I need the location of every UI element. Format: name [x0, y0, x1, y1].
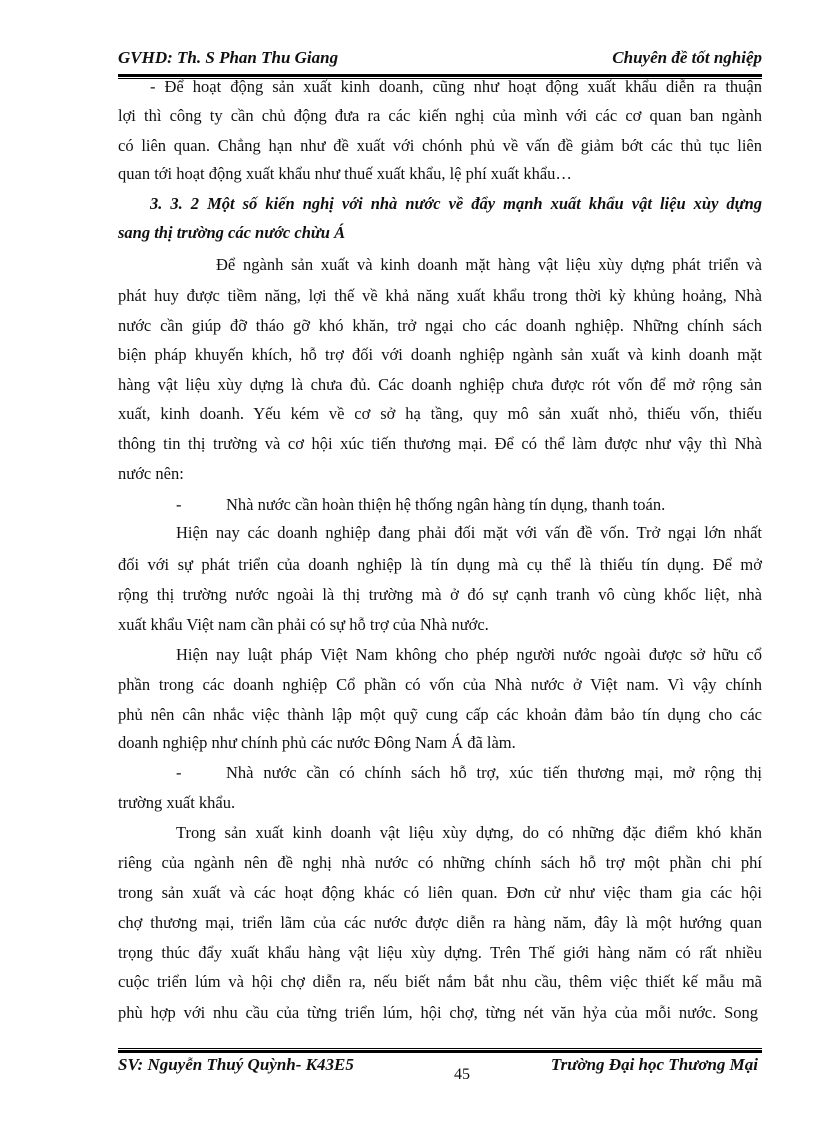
bullet-item: Nhà nước cần hoàn thiện hệ thống ngân hàng tín dụng, thanh toán.	[226, 495, 666, 514]
text-line: phát huy được tiềm năng, lợi thế về khả năng xuất khẩu trong thời kỳ khủng hoảng, Nhà	[118, 286, 762, 305]
header-title: Chuyên đề tốt nghiệp	[612, 48, 762, 67]
text-line: Hiện nay luật pháp Việt Nam không cho phép người nước ngoài được sở hữu cổ	[176, 645, 762, 664]
footer-student: SV: Nguyễn Thuý Quỳnh- K43E5	[118, 1055, 354, 1074]
text-line: trong sản xuất và các hoạt động khác có liên quan. Đơn cử như việc tham gia các hội	[118, 883, 762, 902]
text-line: xuất khẩu Việt nam cần phải có sự hỗ trợ của Nhà nước.	[118, 615, 489, 634]
text-line: nước nên:	[118, 464, 184, 483]
text-line: cuộc triển lúm và hội chợ diễn ra, nếu biết nắm bắt nhu cầu, thêm việc thiết kế mẫu mã	[118, 972, 762, 991]
text-line: đối với sự phát triển của doanh nghiệp là tín dụng mà cụ thể là thiếu tín dụng. Để mở	[118, 555, 762, 574]
footer-rule-thin	[118, 1048, 762, 1049]
text-line: xuất, kinh doanh. Yếu kém về cơ sở hạ tầng, quy mô sản xuất nhỏ, thiếu vốn, thiếu	[118, 404, 762, 423]
text-line: quan tới hoạt động xuất khẩu như thuế xuất khẩu, lệ phí xuất khẩu…	[118, 164, 572, 183]
page-number: 45	[454, 1066, 470, 1083]
text-line: có liên quan. Chẳng hạn như đề xuất với chónh phủ về vấn đề giảm bớt các thủ tục liên	[118, 136, 762, 155]
text-line: trường xuất khẩu.	[118, 793, 236, 812]
section-heading-cont: sang thị trường các nước chừu Á	[118, 223, 346, 242]
footer-school: Trường Đại học Thương Mại	[550, 1055, 758, 1074]
text-line: Hiện nay các doanh nghiệp đang phải đối mặt với vấn đề vốn. Trở ngại lớn nhất	[176, 523, 762, 542]
text-line: phủ nên cân nhắc việc thành lập một quỹ cung cấp các khoản đảm bảo tín dụng cho các	[118, 705, 762, 724]
text-line: rộng thị trường nước ngoài là thị trường mà ở đó sự cạnh tranh vô cùng khốc liệt, nhà	[118, 585, 762, 604]
footer-rule	[118, 1050, 762, 1053]
text-line: trọng thúc đẩy xuất khẩu hàng vật liệu xùy dựng. Trên Thế giới hàng năm có rất nhiều	[118, 943, 762, 962]
text-line: chợ thương mại, triển lãm của các nước được diễn ra hàng năm, đây là một hướng quan	[118, 913, 762, 932]
text-line: biện pháp khuyến khích, hỗ trợ đối với doanh nghiệp ngành sản xuất và kinh doanh mặt	[118, 345, 762, 364]
header-advisor: GVHD: Th. S Phan Thu Giang	[118, 48, 339, 67]
text-line: nước cần giúp đỡ tháo gỡ khó khăn, trở ngại cho các doanh nghiệp. Những chính sách	[118, 316, 762, 335]
text-line: lợi thì công ty cần chủ động đưa ra các kiến nghị của mình với các cơ quan ban ngành	[118, 106, 762, 125]
text-line: riêng của ngành nên đề nghị nhà nước có những chính sách hỗ trợ một phần chi phí	[118, 853, 762, 872]
text-line: thông tin thị trường và cơ hội xúc tiến thương mại. Để có thể làm được như vậy thì Nhà	[118, 434, 762, 453]
section-heading: 3. 3. 2 Một số kiến nghị với nhà nước về đẩy mạnh xuất khẩu vật liệu xùy dựng	[150, 194, 762, 213]
text-line: phần trong các doanh nghiệp Cổ phần có vốn của Nhà nước ở Việt nam. Vì vậy chính	[118, 675, 762, 694]
text-line: - Để hoạt động sản xuất kinh doanh, cũng như hoạt động xuất khẩu diễn ra thuận	[150, 77, 762, 96]
bullet-dash: -	[176, 763, 182, 782]
text-line: Để ngành sản xuất và kinh doanh mặt hàng vật liệu xùy dựng phát triển và	[216, 255, 762, 274]
bullet-dash: -	[176, 495, 182, 514]
text-line: Trong sản xuất kinh doanh vật liệu xùy dựng, do có những đặc điểm khó khăn	[176, 823, 762, 842]
text-line: hàng vật liệu xùy dựng là chưa đủ. Các doanh nghiệp chưa được rót vốn để mở rộng sản	[118, 375, 762, 394]
bullet-item: Nhà nước cần có chính sách hỗ trợ, xúc tiến thương mại, mở rộng thị	[226, 763, 762, 782]
text-line: phù hợp với nhu cầu của từng triển lúm, hội chợ, từng nét văn hỷa của mỗi nước. Song	[118, 1003, 758, 1022]
text-line: doanh nghiệp như chính phủ các nước Đông Nam Á đã làm.	[118, 733, 516, 752]
